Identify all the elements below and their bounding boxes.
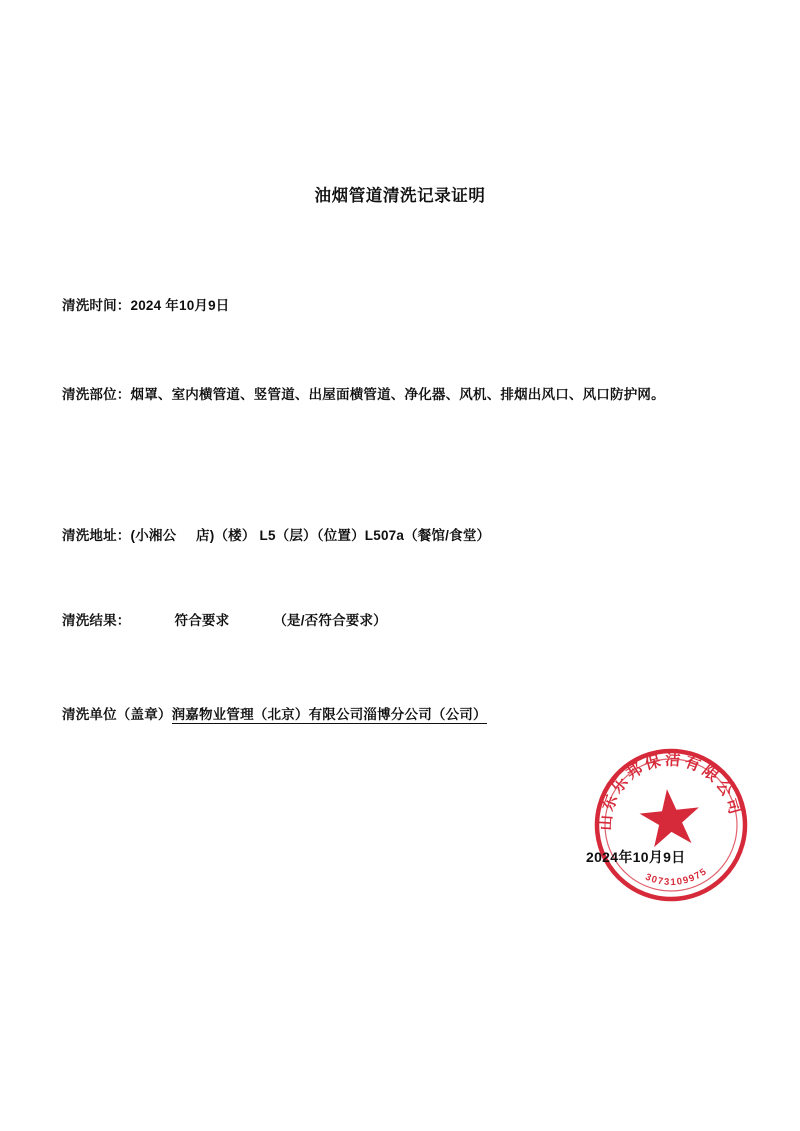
cleaning-result-value: 符合要求	[174, 613, 230, 628]
cleaning-time-label: 清洗时间：	[62, 298, 131, 313]
cleaning-result-label: 清洗结果：	[62, 613, 131, 628]
field-cleaning-result	[62, 606, 387, 636]
page-title: 油烟管道清洗记录证明	[314, 187, 486, 205]
cleaning-parts-label: 清洗部位：	[62, 387, 131, 402]
cleaning-result-hint: （是/否符合要求）	[273, 613, 387, 628]
field-cleaning-unit	[62, 700, 487, 730]
field-cleaning-address	[62, 521, 490, 551]
field-cleaning-parts	[62, 379, 702, 410]
cleaning-unit-label: 清洗单位（盖章）	[62, 707, 172, 722]
svg-text:3073109975: 3073109975	[643, 865, 710, 889]
company-seal-stamp	[584, 738, 758, 912]
signature-date: 2024年10月9日	[586, 849, 686, 865]
cleaning-unit-value: 润嘉物业管理（北京）有限公司淄博分公司（公司）	[171, 707, 487, 722]
field-cleaning-time	[62, 291, 230, 321]
cleaning-address-value: (小湘公 店)（楼） L5（层）（位置）L507a（餐馆/食堂）	[130, 528, 491, 543]
cleaning-address-label: 清洗地址：	[62, 528, 131, 543]
svg-text:山东乐邦保洁有限公司: 山东乐邦保洁有限公司	[597, 751, 744, 831]
cleaning-time-value: 2024 年10月9日	[130, 298, 230, 313]
cleaning-parts-value: 烟罩、室内横管道、竖管道、出屋面横管道、净化器、风机、排烟出风口、风口防护网。	[130, 387, 665, 402]
